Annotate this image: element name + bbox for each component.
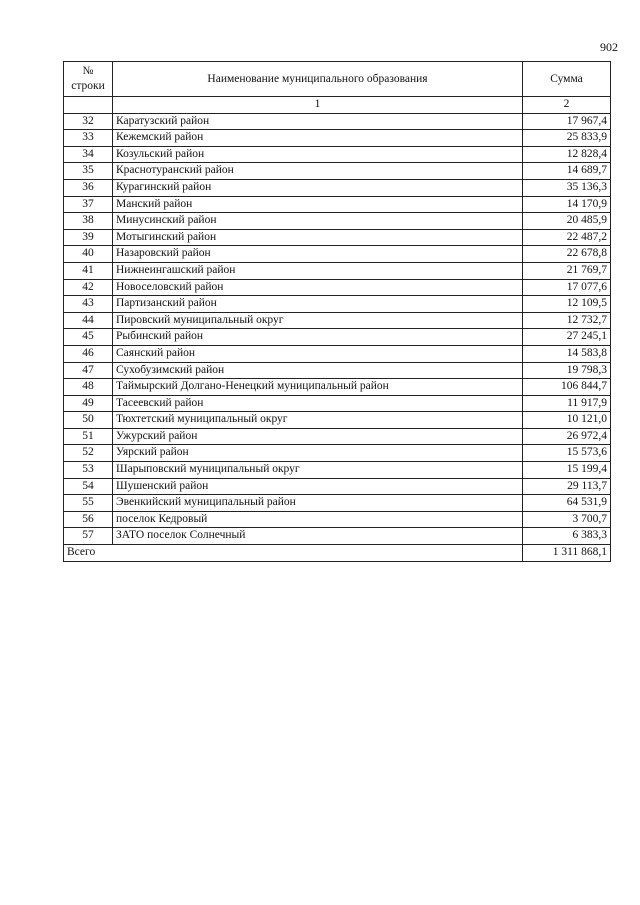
table-row (64, 196, 611, 213)
municipality-name: Мотыгинский район (113, 229, 523, 246)
row-number: 37 (64, 196, 113, 213)
table-row (64, 478, 611, 495)
table-row (64, 362, 611, 379)
table-row (64, 528, 611, 545)
municipality-name: ЗАТО поселок Солнечный (113, 528, 523, 545)
row-sum: 14 583,8 (523, 345, 611, 362)
table-row (64, 229, 611, 246)
row-number: 52 (64, 445, 113, 462)
row-number: 32 (64, 113, 113, 130)
municipality-name: Кежемский район (113, 130, 523, 147)
municipality-name: Нижнеингашский район (113, 262, 523, 279)
municipality-name: Пировский муниципальный округ (113, 312, 523, 329)
municipality-name: Саянский район (113, 345, 523, 362)
row-number: 38 (64, 213, 113, 230)
row-number: 48 (64, 379, 113, 396)
row-sum: 26 972,4 (523, 428, 611, 445)
row-sum: 106 844,7 (523, 379, 611, 396)
municipality-name: Сухобузимский район (113, 362, 523, 379)
table-row (64, 312, 611, 329)
table-row (64, 130, 611, 147)
index-cell-name: 1 (113, 97, 523, 114)
table-row (64, 412, 611, 429)
row-number: 50 (64, 412, 113, 429)
municipal-sums-table (63, 61, 611, 562)
row-sum: 17 967,4 (523, 113, 611, 130)
table-row (64, 495, 611, 512)
table-row (64, 511, 611, 528)
row-number: 43 (64, 296, 113, 313)
row-sum: 15 199,4 (523, 462, 611, 479)
municipality-name: Шарыповский муниципальный округ (113, 462, 523, 479)
page-number: 902 (600, 40, 618, 54)
row-number: 36 (64, 179, 113, 196)
table-row (64, 179, 611, 196)
row-sum: 15 573,6 (523, 445, 611, 462)
header-municipality-name: Наименование муниципального образования (113, 62, 523, 97)
row-number: 39 (64, 229, 113, 246)
municipality-name: Минусинский район (113, 213, 523, 230)
row-number: 51 (64, 428, 113, 445)
row-sum: 17 077,6 (523, 279, 611, 296)
table-row (64, 428, 611, 445)
municipality-name: Тасеевский район (113, 395, 523, 412)
row-sum: 12 109,5 (523, 296, 611, 313)
index-cell-empty (64, 97, 113, 114)
total-row (64, 545, 611, 562)
row-sum: 19 798,3 (523, 362, 611, 379)
table-row (64, 345, 611, 362)
municipality-name: Манский район (113, 196, 523, 213)
table-row (64, 462, 611, 479)
municipality-name: Уярский район (113, 445, 523, 462)
total-sum: 1 311 868,1 (523, 545, 611, 562)
municipality-name: Партизанский район (113, 296, 523, 313)
municipality-name: Эвенкийский муниципальный район (113, 495, 523, 512)
row-number: 54 (64, 478, 113, 495)
table-row (64, 296, 611, 313)
municipality-name: Новоселовский район (113, 279, 523, 296)
row-sum: 12 732,7 (523, 312, 611, 329)
row-sum: 64 531,9 (523, 495, 611, 512)
table-row (64, 279, 611, 296)
municipality-name: Шушенский район (113, 478, 523, 495)
row-number: 57 (64, 528, 113, 545)
row-number: 35 (64, 163, 113, 180)
row-sum: 14 689,7 (523, 163, 611, 180)
row-sum: 25 833,9 (523, 130, 611, 147)
table-row (64, 146, 611, 163)
row-sum: 10 121,0 (523, 412, 611, 429)
table-row (64, 213, 611, 230)
municipality-name: Рыбинский район (113, 329, 523, 346)
row-sum: 3 700,7 (523, 511, 611, 528)
municipality-name: Назаровский район (113, 246, 523, 263)
row-number: 56 (64, 511, 113, 528)
municipality-name: Козульский район (113, 146, 523, 163)
municipality-name: Краснотуранский район (113, 163, 523, 180)
table-row (64, 246, 611, 263)
row-number: 53 (64, 462, 113, 479)
column-index-row (64, 97, 611, 114)
row-number: 33 (64, 130, 113, 147)
table-row (64, 262, 611, 279)
table-row (64, 379, 611, 396)
row-sum: 22 678,8 (523, 246, 611, 263)
table-row (64, 445, 611, 462)
row-number: 49 (64, 395, 113, 412)
row-sum: 12 828,4 (523, 146, 611, 163)
row-number: 44 (64, 312, 113, 329)
index-cell-sum: 2 (523, 97, 611, 114)
municipality-name: Ужурский район (113, 428, 523, 445)
row-sum: 6 383,3 (523, 528, 611, 545)
table-header-row (64, 62, 611, 97)
row-sum: 21 769,7 (523, 262, 611, 279)
municipality-name: поселок Кедровый (113, 511, 523, 528)
row-number: 41 (64, 262, 113, 279)
municipality-name: Тюхтетский муниципальный округ (113, 412, 523, 429)
row-sum: 27 245,1 (523, 329, 611, 346)
header-row-number: № строки (64, 62, 113, 97)
table-row (64, 329, 611, 346)
row-number: 34 (64, 146, 113, 163)
total-label: Всего (64, 545, 523, 562)
header-sum: Сумма (523, 62, 611, 97)
row-number: 55 (64, 495, 113, 512)
municipality-name: Таймырский Долгано-Ненецкий муниципальный район (113, 379, 523, 396)
table-row (64, 113, 611, 130)
municipality-name: Каратузский район (113, 113, 523, 130)
table-row (64, 395, 611, 412)
row-number: 42 (64, 279, 113, 296)
row-sum: 35 136,3 (523, 179, 611, 196)
row-number: 40 (64, 246, 113, 263)
table-row (64, 163, 611, 180)
row-sum: 14 170,9 (523, 196, 611, 213)
row-sum: 22 487,2 (523, 229, 611, 246)
row-sum: 29 113,7 (523, 478, 611, 495)
row-number: 47 (64, 362, 113, 379)
row-number: 45 (64, 329, 113, 346)
row-sum: 11 917,9 (523, 395, 611, 412)
row-sum: 20 485,9 (523, 213, 611, 230)
table-body (64, 113, 611, 544)
row-number: 46 (64, 345, 113, 362)
municipality-name: Курагинский район (113, 179, 523, 196)
